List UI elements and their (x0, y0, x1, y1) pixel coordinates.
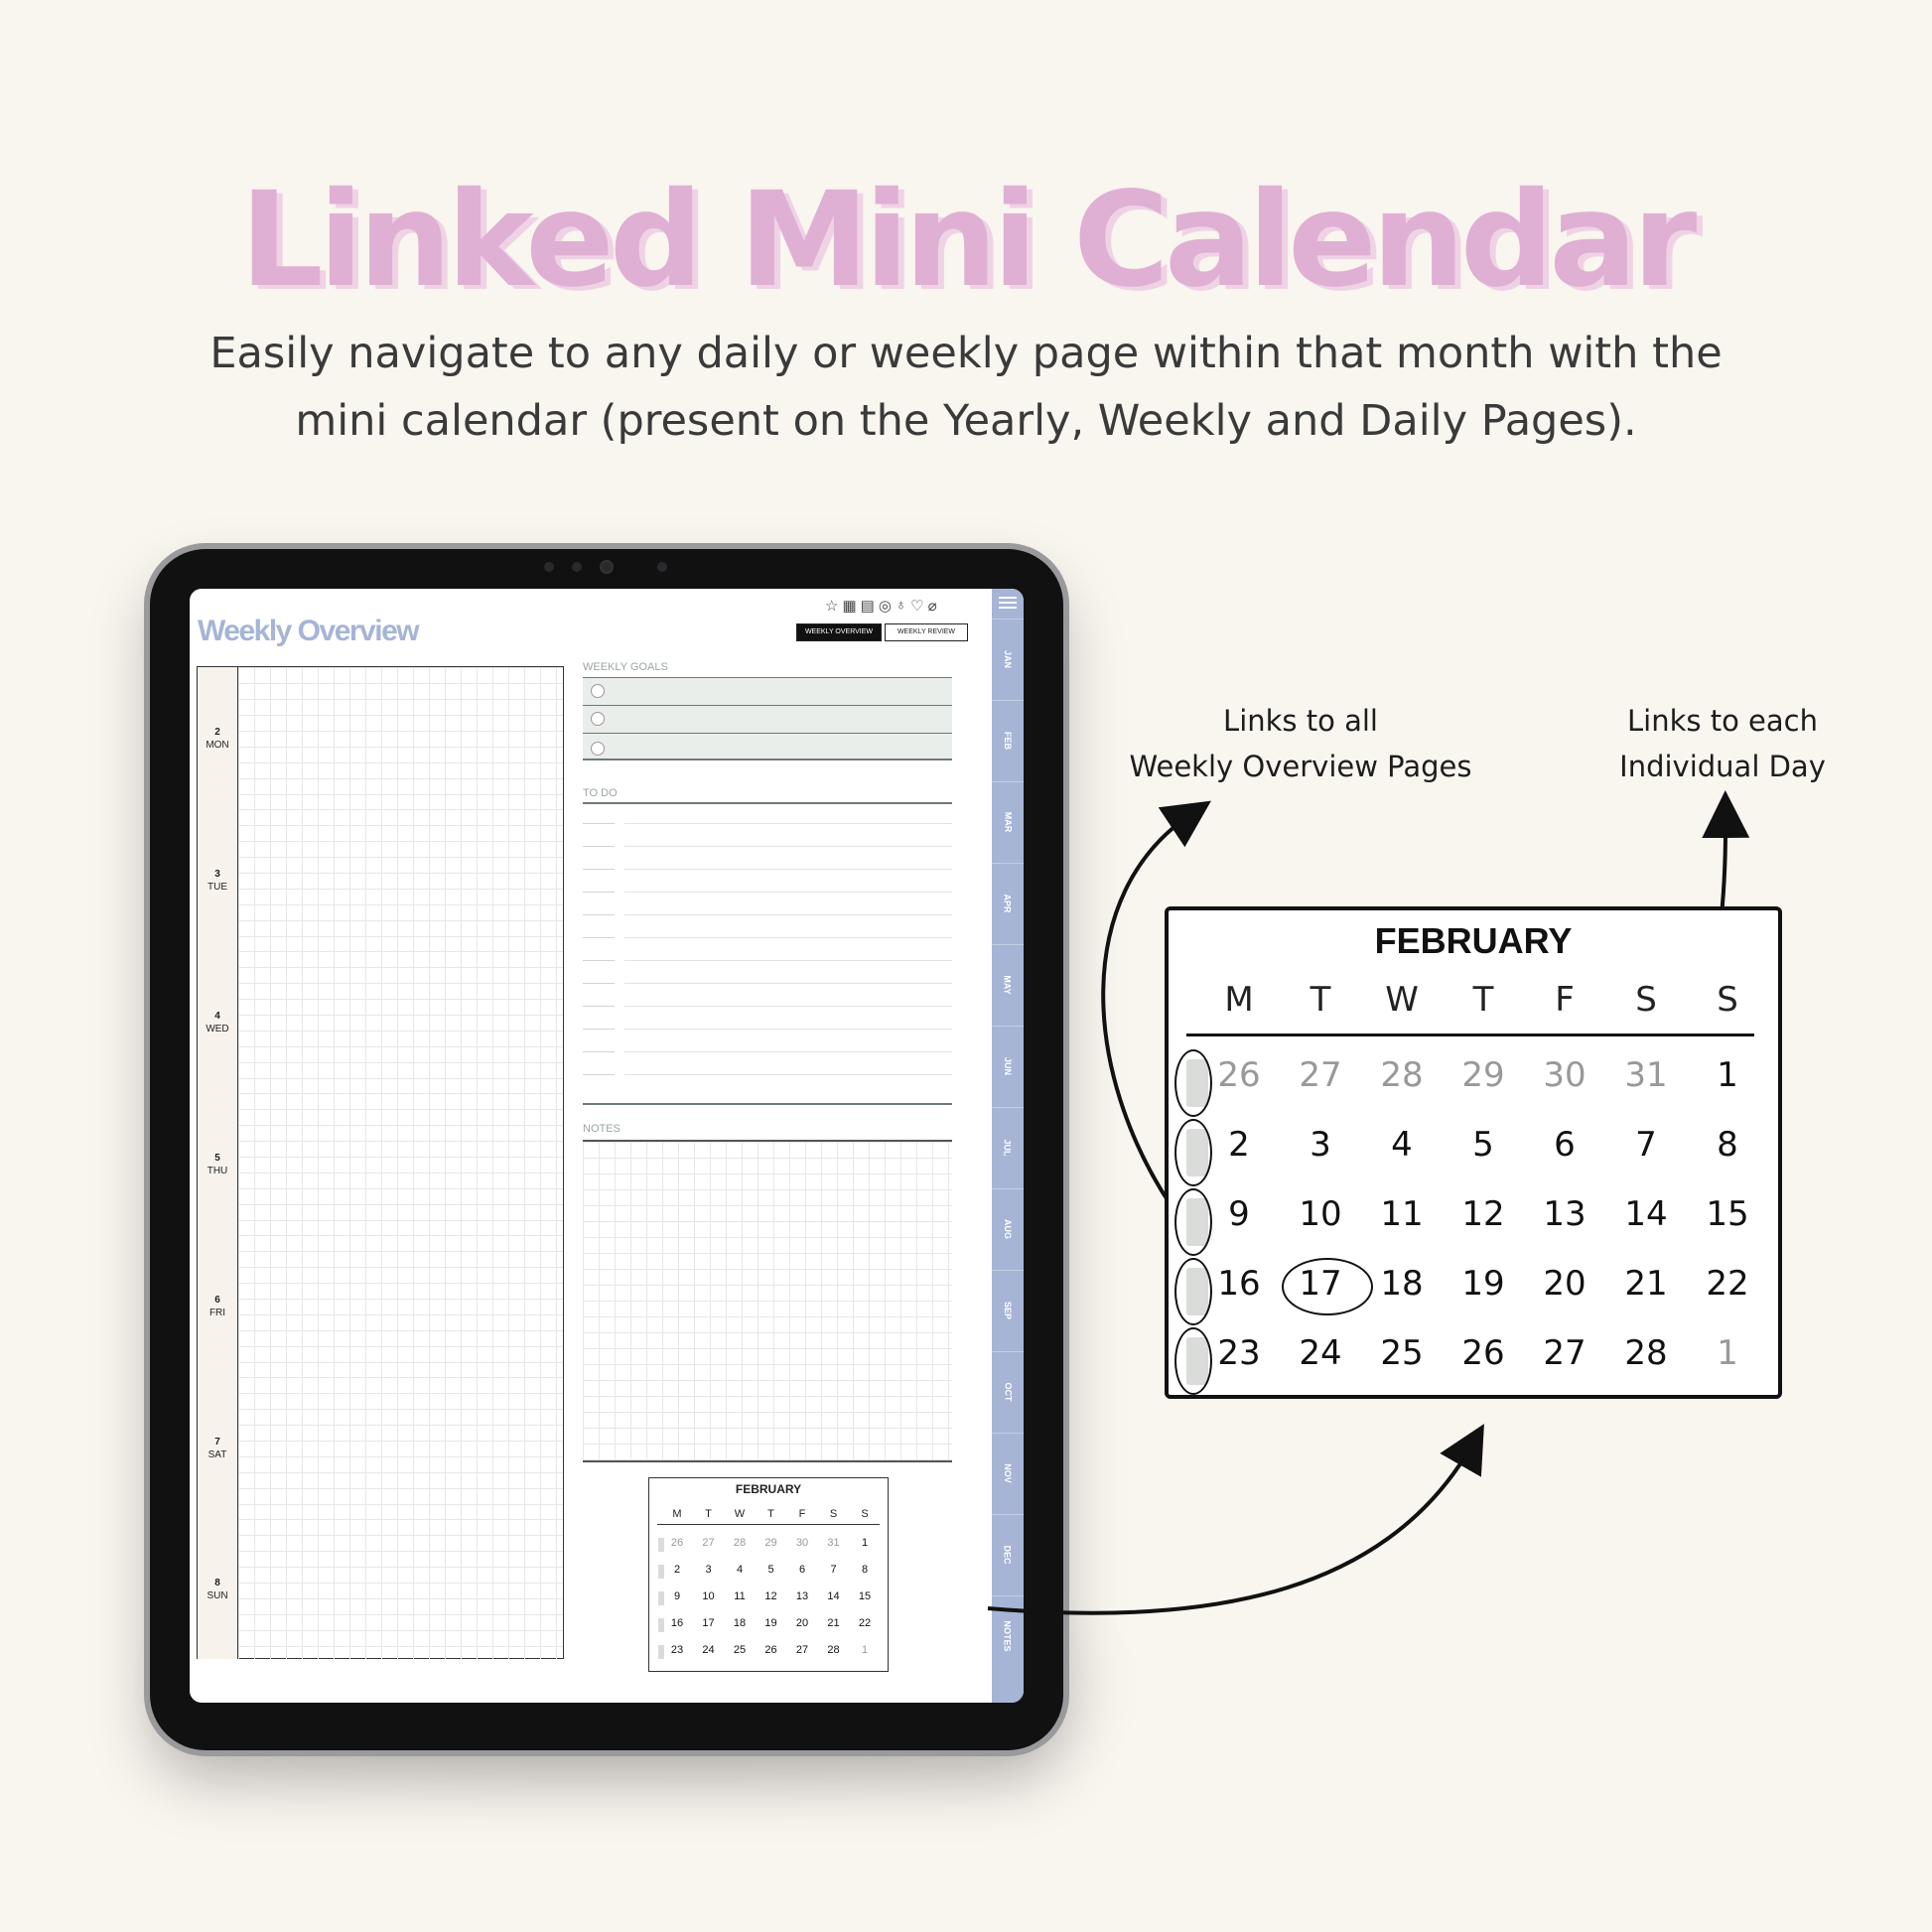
day-link[interactable]: 26 (1461, 1333, 1505, 1373)
day-link[interactable]: 26 (1217, 1055, 1261, 1095)
weekday-header: W (734, 1508, 746, 1520)
day-link[interactable]: 24 (702, 1644, 715, 1656)
day-link[interactable]: 1 (861, 1644, 869, 1656)
weekly-links-note (1112, 698, 1489, 789)
day-number: 3 (214, 868, 220, 880)
weekday-header: M (1224, 980, 1254, 1020)
day-name: TUE (207, 881, 227, 893)
todo-label: TO DO (583, 787, 618, 799)
mini-calendar-month: FEBRUARY (735, 1482, 802, 1496)
day-link[interactable]: 5 (1472, 1125, 1494, 1165)
day-link[interactable]: 17 (702, 1617, 715, 1629)
star-icon[interactable]: ☆ (825, 598, 839, 615)
day-link[interactable]: 6 (1554, 1125, 1576, 1165)
day-name: FRI (208, 1307, 226, 1318)
day-link[interactable]: 1 (861, 1537, 869, 1549)
weekday-header: S (1717, 980, 1738, 1020)
day-link[interactable]: 28 (1624, 1333, 1668, 1373)
weekly-links-line1: Links to all (1223, 704, 1378, 738)
day-link[interactable]: 9 (673, 1590, 681, 1602)
daily-links-note (1579, 698, 1866, 789)
day-link[interactable]: 29 (1461, 1055, 1505, 1095)
daily-links-line1: Links to each (1627, 704, 1818, 738)
day-link[interactable]: 15 (858, 1590, 872, 1602)
month-tab-label: FEB (1003, 731, 1013, 750)
day-link[interactable]: 26 (670, 1537, 684, 1549)
day-link[interactable]: 13 (1543, 1194, 1587, 1234)
day-name: THU (207, 1165, 228, 1176)
month-tab-label: MAY (1003, 974, 1013, 995)
month-tab-label: SEP (1002, 1301, 1013, 1319)
weekday-header: T (705, 1508, 712, 1520)
month-tab-label: APR (1002, 893, 1013, 913)
weekday-header: T (767, 1508, 774, 1520)
day-link[interactable]: 15 (1706, 1194, 1749, 1234)
day-link[interactable]: 17 (1299, 1264, 1342, 1304)
arrow-to-big-calendar (988, 1445, 1472, 1613)
subtitle: Easily navigate to any daily or weekly page within that month with the mini calendar (present on the Yearly, Weekly and Daily Pages). (209, 329, 1723, 446)
day-name: MON (206, 739, 229, 751)
enlarged-mini-calendar (1165, 906, 1782, 1399)
day-link[interactable]: 8 (1717, 1125, 1738, 1165)
day-name: SUN (207, 1589, 228, 1601)
day-number: 5 (214, 1152, 220, 1164)
target-icon[interactable]: ◎ (878, 598, 892, 615)
day-link[interactable]: 24 (1299, 1333, 1342, 1373)
day-link[interactable]: 22 (1706, 1264, 1749, 1304)
day-link[interactable]: 25 (1380, 1333, 1424, 1373)
list-icon[interactable]: ▤ (860, 598, 875, 615)
day-link[interactable]: 18 (1380, 1264, 1424, 1304)
day-link[interactable]: 4 (1391, 1125, 1413, 1165)
weekly-goals-label: WEEKLY GOALS (583, 661, 668, 673)
weekday-header: S (861, 1508, 869, 1520)
month-tab-label: MAR (1003, 811, 1013, 832)
day-link[interactable]: 30 (1543, 1055, 1587, 1095)
day-link[interactable]: 27 (702, 1537, 715, 1549)
day-link[interactable]: 12 (1461, 1194, 1505, 1234)
day-link[interactable]: 28 (1380, 1055, 1424, 1095)
day-link[interactable]: 23 (1217, 1333, 1261, 1373)
day-link[interactable]: 10 (702, 1590, 715, 1602)
tab-weekly-review[interactable]: WEEKLY REVIEW (885, 623, 968, 641)
day-link[interactable]: 23 (670, 1644, 684, 1656)
day-link[interactable]: 18 (733, 1617, 747, 1629)
day-link[interactable]: 27 (1299, 1055, 1342, 1095)
day-link[interactable]: 11 (734, 1590, 746, 1602)
day-link[interactable]: 3 (1310, 1125, 1331, 1165)
calendar-icon[interactable]: ▦ (842, 598, 857, 615)
day-link[interactable]: 5 (767, 1564, 774, 1576)
day-link[interactable]: 10 (1299, 1194, 1342, 1234)
day-link[interactable]: 30 (795, 1537, 809, 1549)
calendar-header-rule (1186, 1034, 1754, 1036)
day-link[interactable]: 12 (764, 1590, 777, 1602)
day-link[interactable]: 28 (733, 1537, 747, 1549)
day-link[interactable]: 16 (1217, 1264, 1261, 1304)
tab-weekly-overview[interactable]: WEEKLY OVERVIEW (796, 623, 882, 641)
weekday-header: F (798, 1508, 806, 1520)
page-title: Weekly Overview (198, 615, 419, 647)
weekday-header: M (672, 1508, 682, 1520)
day-link[interactable]: 13 (795, 1590, 809, 1602)
notes-label: NOTES (583, 1123, 621, 1135)
day-link[interactable]: 27 (1543, 1333, 1587, 1373)
apple-icon[interactable]: ♁ (895, 597, 907, 614)
daily-links-line2: Individual Day (1619, 750, 1826, 783)
day-number: 7 (214, 1436, 220, 1448)
day-number: 4 (214, 1010, 220, 1022)
health-icon[interactable]: ♡ (910, 598, 924, 615)
day-number: 8 (214, 1577, 220, 1588)
day-link[interactable]: 31 (827, 1537, 840, 1549)
day-link[interactable]: 27 (795, 1644, 809, 1656)
weekday-header: W (1385, 980, 1419, 1020)
day-link[interactable]: 16 (670, 1617, 684, 1629)
calendar-month-title: FEBRUARY (1374, 920, 1573, 961)
headline: Linked Mini Calendar (239, 164, 1693, 317)
weekday-header: F (1555, 980, 1575, 1020)
day-name: WED (206, 1023, 229, 1035)
day-link[interactable]: 7 (830, 1564, 837, 1576)
day-link[interactable]: 1 (1717, 1333, 1738, 1373)
day-link[interactable]: 19 (1461, 1264, 1505, 1304)
day-link[interactable]: 14 (827, 1590, 840, 1602)
day-link[interactable]: 20 (1543, 1264, 1587, 1304)
day-link[interactable]: 26 (764, 1644, 777, 1656)
month-tab-label: DEC (1002, 1544, 1013, 1565)
weekday-header: T (1472, 980, 1494, 1020)
day-link[interactable]: 2 (1228, 1125, 1250, 1165)
month-tab-label: JAN (1002, 649, 1013, 668)
day-name: SAT (207, 1449, 227, 1460)
day-link[interactable]: 2 (673, 1564, 681, 1576)
day-link[interactable]: 9 (1228, 1194, 1250, 1234)
month-tab-label: AUG (1003, 1218, 1013, 1239)
day-number: 6 (214, 1294, 220, 1306)
month-tab-label: OCT (1003, 1382, 1013, 1401)
day-link[interactable]: 4 (736, 1564, 744, 1576)
day-link[interactable]: 19 (764, 1617, 777, 1629)
month-tab-label: JUL (1002, 1138, 1013, 1157)
day-link[interactable]: 21 (827, 1617, 840, 1629)
day-link[interactable]: 6 (798, 1564, 806, 1576)
day-link[interactable]: 11 (1380, 1194, 1424, 1234)
day-link[interactable]: 22 (858, 1617, 872, 1629)
day-link[interactable]: 28 (827, 1644, 840, 1656)
day-link[interactable]: 1 (1717, 1055, 1738, 1095)
month-tab-label: NOV (1002, 1462, 1013, 1483)
day-link[interactable]: 21 (1624, 1264, 1668, 1304)
pill-icon[interactable]: ⌀ (927, 598, 937, 615)
month-tab-label: NOTES (1002, 1619, 1013, 1652)
day-link[interactable]: 7 (1635, 1125, 1657, 1165)
weekly-links-line2: Weekly Overview Pages (1129, 750, 1472, 783)
weekday-header: T (1310, 980, 1331, 1020)
day-link[interactable]: 3 (705, 1564, 712, 1576)
month-tab-label: JUN (1002, 1056, 1013, 1075)
weekday-header: S (829, 1508, 838, 1520)
day-link[interactable]: 8 (861, 1564, 869, 1576)
weekday-header: S (1635, 980, 1657, 1020)
day-link[interactable]: 14 (1624, 1194, 1668, 1234)
day-link[interactable]: 29 (764, 1537, 777, 1549)
day-link[interactable]: 31 (1624, 1055, 1668, 1095)
day-link[interactable]: 20 (795, 1617, 809, 1629)
day-link[interactable]: 25 (733, 1644, 747, 1656)
day-number: 2 (214, 726, 220, 738)
